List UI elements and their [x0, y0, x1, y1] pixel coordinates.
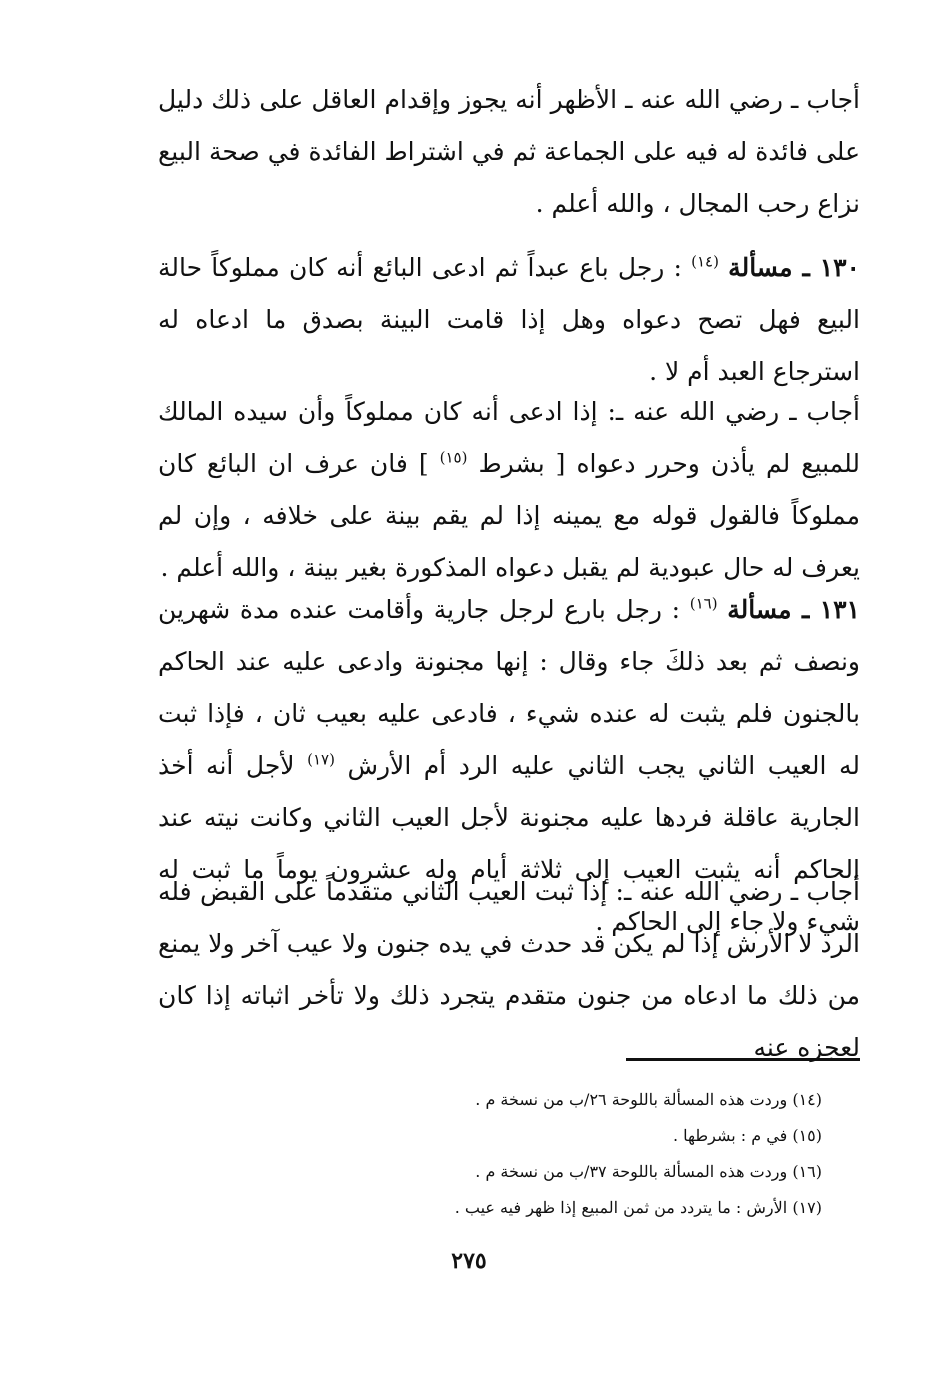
footnote-divider [626, 1058, 860, 1061]
paragraph-5 [158, 866, 860, 1074]
paragraph-2 [158, 242, 860, 398]
answer-text-a: أجاب ـ رضي الله عنه ـ: إذا ادعى أنه كان مملوكاً وأن سيده المالك للمبيع لم يأذن وحرر دعواه [ بشرط [158, 397, 860, 478]
answer-text-b: ] فان عرف ان البائع كان مملوكاً فالقول قوله مع يمينه إذا لم يقم بينة على خلافه ، وإن لم يعرف له حال عبودية لم يقبل دعواه المذكورة بغير بينة ، والله أعلم . [158, 449, 860, 582]
footnote-ref: (١٦) [689, 594, 718, 613]
answer-text: أجاب ـ رضي الله عنه ـ: إذا ثبت العيب الثاني متقدماً على القبض فله الرد لا الأرش إذا لم يكن قد حدث في يده جنون ولا عيب آخر ولا يمنع من ذلك ما ادعاه من جنون متقدم يتجرد ذلك ولا تأخر اثباته إذا كان لعجزه عنه [158, 877, 860, 1062]
footnote-16: (١٦) وردت هذه المسألة باللوحة ٣٧/ب من نسخة م . [475, 1162, 822, 1181]
paragraph-3 [158, 386, 860, 594]
footnote-15: (١٥) في م : بشرطها . [672, 1126, 822, 1145]
footnote-ref: (١٤) [691, 252, 719, 271]
question-number: ١٣٠ ـ مسألة [728, 253, 860, 282]
page-number: ٢٧٥ [451, 1248, 487, 1274]
question-text-a: : رجل بارع لرجل جارية وأقامت عنده مدة شهرين ونصف ثم بعد ذلكَ جاء وقال : إنها مجنونة وادعى عليه عند الحاكم بالجنون فلم يثبت له عنده شيء ، فادعى عليه بعيب ثان ، فإذا ثبت له العيب الثاني يجب الثاني عليه الرد أم الأرش [158, 595, 860, 780]
paragraph-1 [158, 74, 860, 230]
footnote-ref: (١٧) [307, 750, 335, 769]
footnote-17: (١٧) الأرش : ما يتردد من ثمن المبيع إذا ظهر فيه عيب . [454, 1198, 822, 1217]
answer-text: أجاب ـ رضي الله عنه ـ الأظهر أنه يجوز وإقدام العاقل على ذلك دليل على فائدة له فيه على الجماعة ثم في اشتراط الفائدة في صحة البيع نزاع رحب المجال ، والله أعلم . [158, 85, 860, 218]
question-text: : رجل باع عبداً ثم ادعى البائع أنه كان مملوكاً حالة البيع فهل تصح دعواه وهل إذا قامت البينة بصدق ما ادعاه له استرجاع العبد أم لا . [158, 253, 860, 386]
question-text-b: لأجل أنه أخذ الجارية عاقلة فردها عليه مجنونة لأجل العيب الثاني وكانت نيته عند الحاكم أنه يثبت العيب إلى ثلاثة أيام وله عشرون يوماً ما ثبت له شيء ولا جاء إلى الحاكم . [158, 751, 860, 936]
footnote-14: (١٤) وردت هذه المسألة باللوحة ٢٦/ب من نسخة م . [475, 1090, 822, 1109]
footnotes [362, 1082, 822, 1226]
footnote-ref: (١٥) [439, 448, 468, 467]
question-number: ١٣١ ـ مسألة [727, 595, 860, 624]
